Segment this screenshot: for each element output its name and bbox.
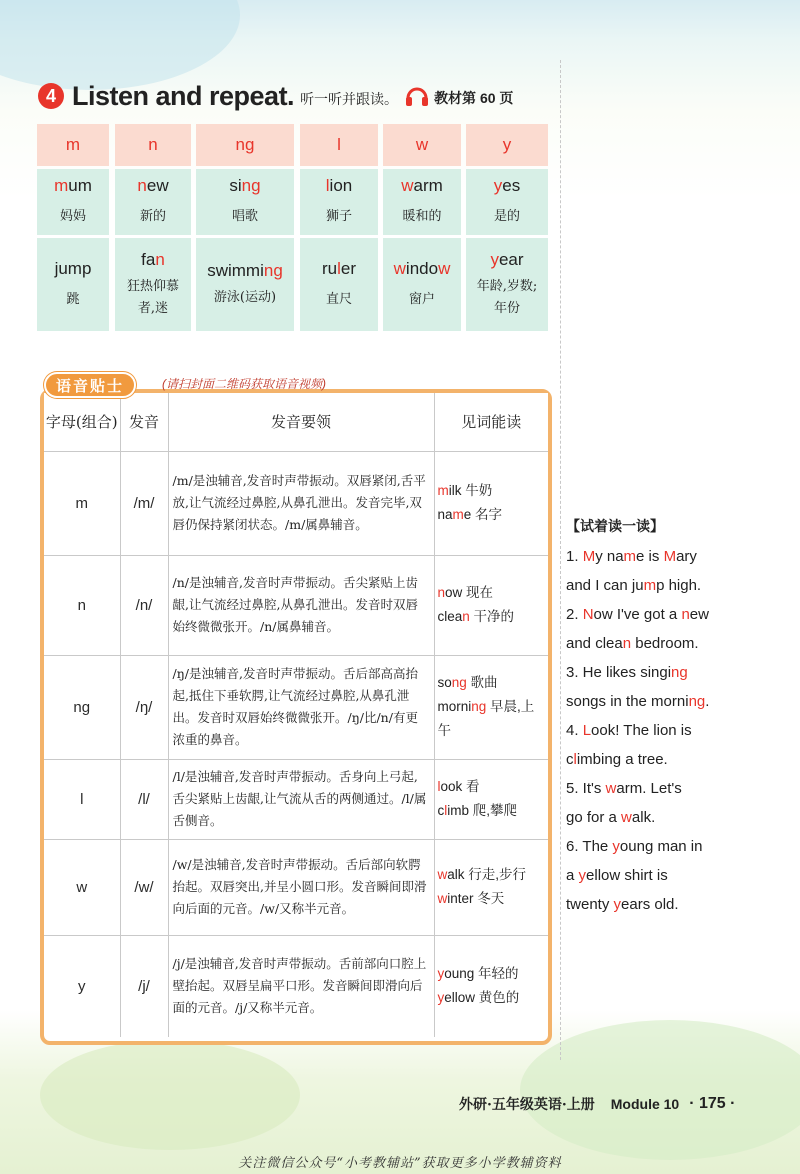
tip-sound: /j/ (120, 935, 168, 1037)
reading-line: 6. The young man in (566, 838, 703, 855)
example-word: name 名字 (437, 507, 503, 522)
phonics-word-cell (115, 169, 191, 235)
footer-module: Module 10 (610, 1096, 680, 1112)
table-header-row (44, 393, 548, 451)
phonics-word: sing (229, 176, 261, 195)
phonics-tips-box (40, 389, 552, 1045)
phonics-word-cell (196, 238, 294, 331)
example-word: now 现在 (437, 585, 494, 600)
phonics-word-cell (37, 169, 109, 235)
reading-line: 3. He likes singing (566, 664, 688, 681)
section-header (38, 78, 513, 114)
section-title: Listen and repeat. (72, 80, 295, 111)
footer-book-title: 外研·五年级英语·上册 (459, 1097, 595, 1113)
tip-example-words (434, 655, 548, 759)
example-word: milk 牛奶 (437, 483, 493, 498)
watermark-text: 关注微信公众号“小考教辅站”获取更多小学教辅资料 (238, 1156, 562, 1171)
phonics-letter-cell (37, 124, 109, 166)
phonics-word-cell (300, 169, 378, 235)
phonics-word-translation: 妈妈 (59, 209, 86, 224)
background-blob (0, 0, 240, 90)
example-word: winter 冬天 (437, 891, 505, 906)
tip-example-words (434, 935, 548, 1037)
phonics-word-translation: 窗户 (408, 291, 435, 307)
tip-sound: /ŋ/ (120, 655, 168, 759)
phonics-word-translation: 游泳(运动) (213, 289, 277, 305)
background-blob (520, 1020, 800, 1160)
table-row (44, 451, 548, 555)
phonics-word-translation: 跳 (66, 291, 80, 307)
phonics-letter-cell (196, 124, 294, 166)
example-word: young 年轻的 (437, 966, 519, 982)
tip-letter: ng (44, 655, 120, 759)
tip-example-words (434, 555, 548, 655)
phonics-letter: m (65, 135, 81, 154)
table-row (44, 759, 548, 839)
phonics-letter-cell (115, 124, 191, 166)
phonics-word: lion (325, 176, 353, 195)
page-number: · 175 · (689, 1095, 736, 1112)
phonics-column-ng (196, 124, 294, 331)
phonics-word-translation: 唱歌 (231, 209, 258, 224)
reading-line: 2. Now I've got a new (566, 606, 709, 623)
tip-description: /ŋ/是浊辅音,发音时声带振动。舌后部高高抬起,抵住下垂软腭,让气流经过鼻腔,从鼻孔泄出。发音时双唇始终微微张开。/ŋ/比/n/有更浓重的鼻音。 (168, 655, 434, 759)
headphones-icon[interactable] (404, 83, 430, 109)
try-reading-section (566, 516, 792, 919)
example-word: yellow 黄色的 (437, 990, 520, 1006)
table-row (44, 935, 548, 1037)
example-word: look 看 (437, 779, 480, 794)
header-method: 发音要领 (168, 393, 434, 451)
phonics-word: fan (141, 249, 165, 269)
tip-sound: /n/ (120, 555, 168, 655)
phonics-word: year (490, 249, 524, 269)
phonics-word-cell (37, 238, 109, 331)
phonics-word: window (393, 258, 451, 278)
reading-line: go for a walk. (566, 809, 656, 826)
phonics-letter: l (337, 135, 341, 154)
reading-line: 1. My name is Mary (566, 548, 697, 565)
phonics-column-n (115, 124, 191, 331)
phonics-word-translation: 新的 (139, 209, 166, 224)
tip-letter: m (44, 451, 120, 555)
phonics-word-cell (196, 169, 294, 235)
tips-qr-note: (请扫封面二维码获取语音视频) (162, 377, 326, 391)
phonics-word-cell (115, 238, 191, 331)
tip-letter: y (44, 935, 120, 1037)
reading-line: climbing a tree. (566, 751, 668, 768)
phonics-word: yes (493, 176, 521, 195)
tip-example-words (434, 839, 548, 935)
phonics-word-cell (300, 238, 378, 331)
phonics-letter: n (148, 135, 158, 154)
phonics-letter-cell (300, 124, 378, 166)
table-row (44, 655, 548, 759)
tip-description: /m/是浊辅音,发音时声带振动。双唇紧闭,舌平放,让气流经过鼻腔,从鼻孔泄出。发音完毕,双唇仍保持紧闭状态。/m/属鼻辅音。 (168, 451, 434, 555)
phonics-word-translation: 直尺 (325, 291, 352, 307)
page-footer (459, 1094, 735, 1114)
tip-example-words (434, 759, 548, 839)
tip-description: /w/是浊辅音,发音时声带振动。舌后部向软腭抬起。双唇突出,并呈小圆口形。发音瞬间即滑向后面的元音。/w/又称半元音。 (168, 839, 434, 935)
tip-sound: /l/ (120, 759, 168, 839)
tip-example-words (434, 451, 548, 555)
tip-sound: /w/ (120, 839, 168, 935)
reading-line: 4. Look! The lion is (566, 722, 692, 739)
header-sound: 发音 (120, 393, 168, 451)
phonics-word: ruler (321, 258, 357, 278)
reading-line: and clean bedroom. (566, 635, 699, 652)
try-reading-title: 【试着读一读】 (566, 519, 664, 535)
phonics-word-translation: 年龄,岁数;年份 (476, 278, 538, 316)
reading-line: 5. It's warm. Let's (566, 780, 682, 797)
example-word: walk 行走,步行 (437, 867, 527, 882)
textbook-page-ref: 教材第 60 页 (434, 90, 514, 106)
tips-table-body (44, 451, 548, 1037)
tip-letter: l (44, 759, 120, 839)
reading-line: a yellow shirt is (566, 867, 668, 884)
phonics-grid (37, 124, 548, 331)
phonics-letter-cell (466, 124, 548, 166)
tip-letter: w (44, 839, 120, 935)
section-number-badge: 4 (38, 83, 64, 109)
phonics-word: warm (401, 176, 443, 195)
phonics-word: swimming (207, 260, 283, 280)
reading-line: songs in the morning. (566, 693, 710, 710)
phonics-column-y (466, 124, 548, 331)
phonics-letter-cell (383, 124, 461, 166)
phonics-tips-table (44, 393, 548, 1037)
table-row (44, 839, 548, 935)
phonics-word-translation: 暖和的 (402, 209, 442, 224)
example-word: clean 干净的 (437, 609, 515, 624)
phonics-column-l (300, 124, 378, 331)
section-subtitle: 听一听并跟读。 (300, 91, 399, 107)
phonics-word-cell (383, 169, 461, 235)
background-blob (40, 1040, 300, 1150)
phonics-letter: w (415, 135, 429, 154)
tip-description: /j/是浊辅音,发音时声带振动。舌前部向口腔上壁抬起。双唇呈扁平口形。发音瞬间即滑向后面的元音。/j/又称半元音。 (168, 935, 434, 1037)
phonics-word-translation: 狮子 (325, 209, 352, 224)
reading-line: twenty years old. (566, 896, 679, 913)
example-word: climb 爬,攀爬 (437, 803, 518, 818)
try-reading-sentences (566, 542, 792, 919)
tip-description: /l/是浊辅音,发音时声带振动。舌身向上弓起,舌尖紧贴上齿龈,让气流从舌的两侧通过。/l/属舌侧音。 (168, 759, 434, 839)
phonics-letter: ng (235, 135, 255, 154)
phonics-word-cell (383, 238, 461, 331)
phonics-column-m (37, 124, 109, 331)
header-letter: 字母(组合) (44, 393, 120, 451)
phonics-word-cell (466, 169, 548, 235)
example-word: song 歌曲 (437, 675, 498, 690)
phonics-word-cell (466, 238, 548, 331)
column-divider (560, 60, 561, 1060)
tip-letter: n (44, 555, 120, 655)
phonics-column-w (383, 124, 461, 331)
phonics-word: new (137, 176, 169, 195)
phonics-letter: y (502, 135, 512, 154)
phonics-word: mum (54, 176, 92, 195)
phonics-word-translation: 是的 (493, 209, 520, 224)
reading-line: and I can jump high. (566, 577, 702, 594)
table-row (44, 555, 548, 655)
tip-sound: /m/ (120, 451, 168, 555)
phonics-tips-badge: 语音贴士 (44, 372, 136, 398)
example-word: morning 早晨,上午 (437, 699, 535, 738)
tip-description: /n/是浊辅音,发音时声带振动。舌尖紧贴上齿龈,让气流经过鼻腔,从鼻孔泄出。发音时双唇始终微微张开。/n/属鼻辅音。 (168, 555, 434, 655)
phonics-word-translation: 狂热仰慕者,迷 (126, 278, 179, 316)
header-words: 见词能读 (434, 393, 548, 451)
phonics-word: jump (54, 258, 92, 278)
